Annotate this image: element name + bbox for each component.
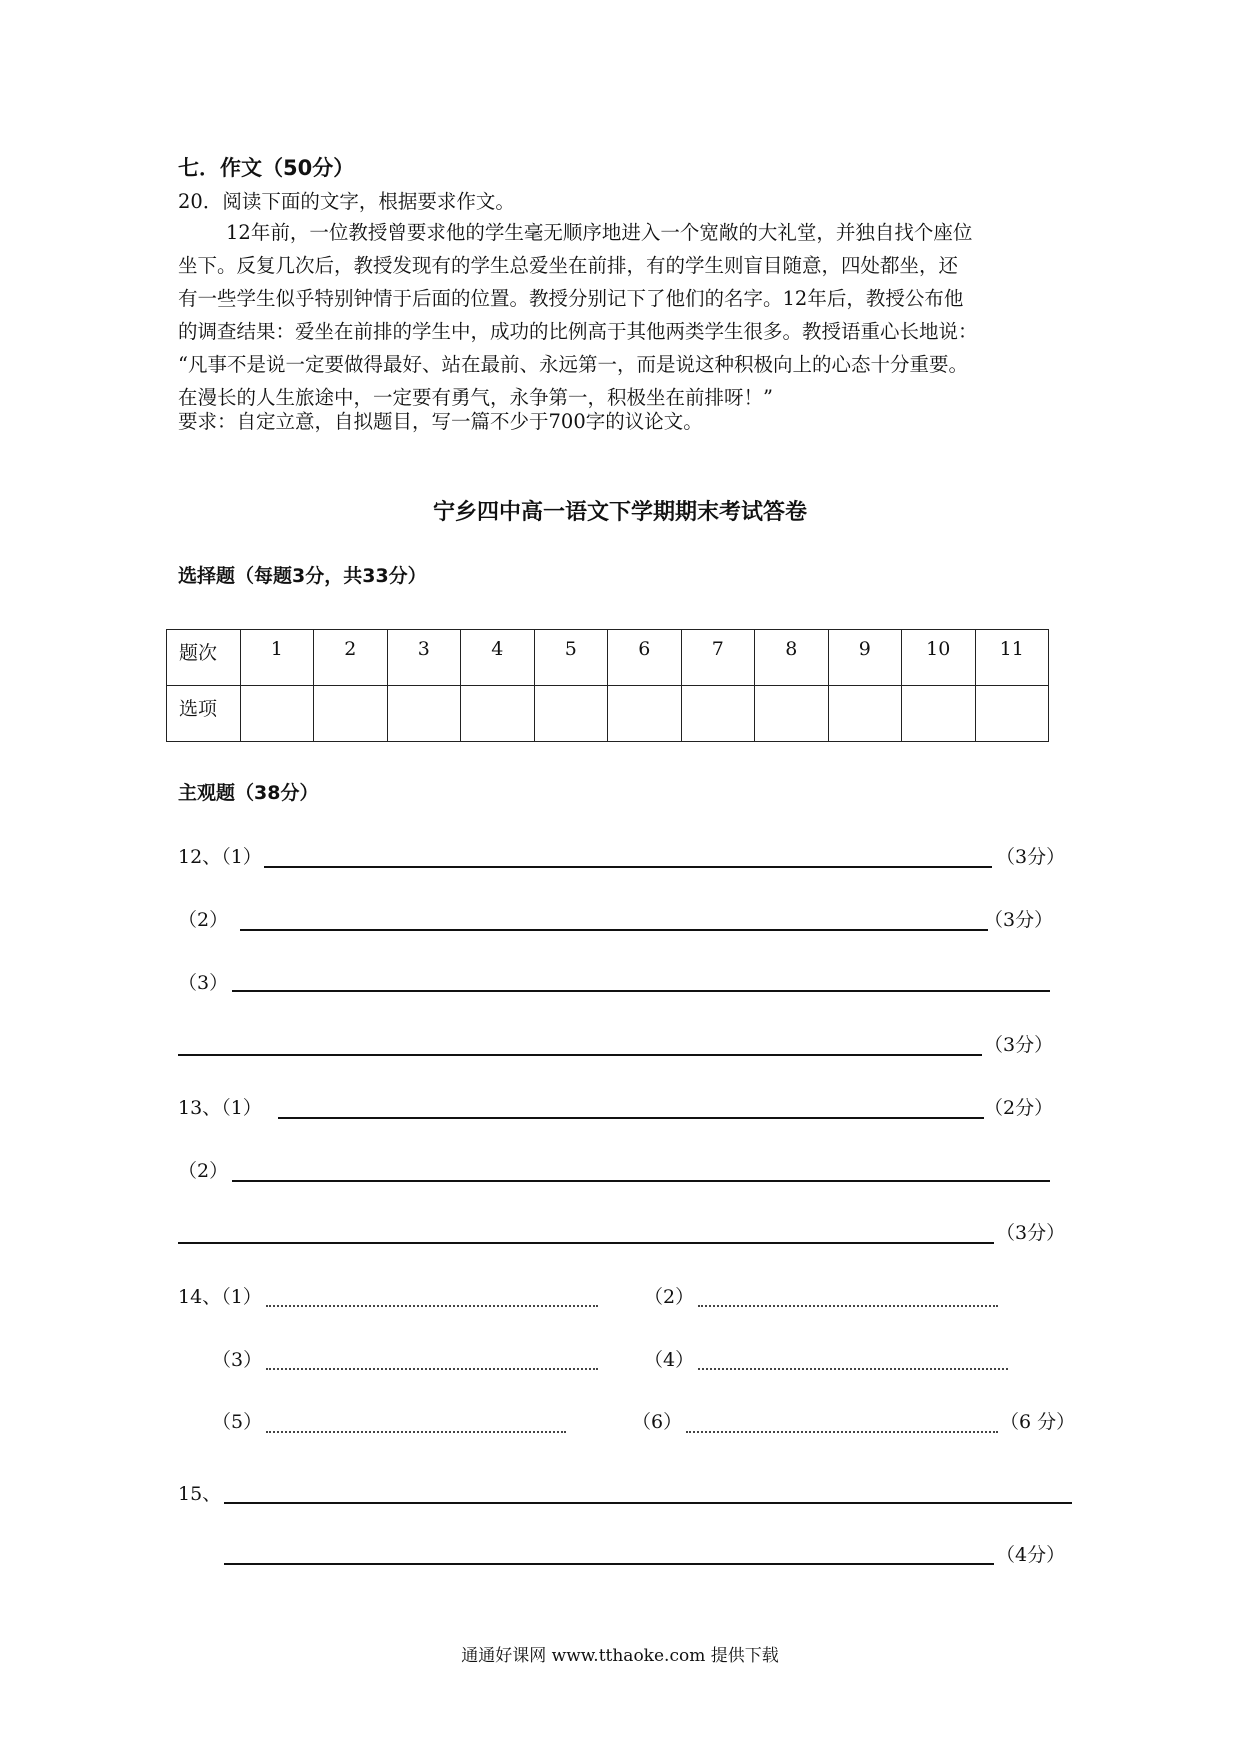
q14-label	[178, 1282, 262, 1309]
q12-part3-answer-line-1[interactable]	[232, 990, 1050, 992]
question-number-cell: 10	[902, 630, 976, 686]
question-number-cell: 8	[755, 630, 829, 686]
q14-part3-label: （3）	[212, 1349, 263, 1371]
question-number-cell: 2	[314, 630, 388, 686]
q13-part2-answer-line-2[interactable]	[178, 1242, 994, 1244]
question-number-cell: 9	[828, 630, 902, 686]
q12-part1-answer-line[interactable]	[264, 866, 992, 868]
q14-part6-answer-line[interactable]	[686, 1431, 998, 1433]
row-label-number: 题次	[167, 630, 241, 686]
q12-part2-answer-line[interactable]	[240, 929, 988, 931]
essay-prompt: 20．阅读下面的文字，根据要求作文。	[178, 190, 515, 213]
q13-part1-label: （1）	[221, 1097, 262, 1119]
q13-part1-answer-line[interactable]	[278, 1117, 984, 1119]
answer-cell[interactable]	[314, 686, 388, 742]
essay-heading: 七．作文（50分）	[178, 156, 355, 180]
question-number-cell: 5	[534, 630, 608, 686]
q13-label	[178, 1093, 262, 1120]
q14-score: （6 分）	[1000, 1411, 1076, 1433]
q13-part2-label: （2）	[178, 1160, 229, 1182]
q12-part1-label: （1）	[221, 846, 262, 868]
passage-line: “凡事不是说一定要做得最好、站在最前、永远第一，而是说这种积极向上的心态十分重要。	[178, 353, 968, 376]
passage-line: 在漫长的人生旅途中，一定要有勇气，永争第一，积极坐在前排呀！”	[178, 386, 773, 409]
essay-passage	[178, 216, 1068, 414]
q14-part3-answer-line[interactable]	[266, 1368, 598, 1370]
choice-answer-table	[166, 629, 1049, 742]
answer-cell[interactable]	[608, 686, 682, 742]
q14-part4-label: （4）	[644, 1349, 695, 1371]
answer-cell[interactable]	[534, 686, 608, 742]
passage-line: 坐下。反复几次后，教授发现有的学生总爱坐在前排，有的学生则盲目随意，四处都坐，还	[178, 254, 959, 277]
q12-label	[178, 842, 262, 869]
q12-part2-score: （3分）	[984, 909, 1054, 931]
q14-part2-answer-line[interactable]	[698, 1305, 998, 1307]
q15-answer-line-2[interactable]	[224, 1563, 994, 1565]
q12-part2-label: （2）	[178, 909, 229, 931]
q15-answer-line-1[interactable]	[224, 1502, 1072, 1504]
q14-part6-label: （6）	[632, 1411, 683, 1433]
answer-cell[interactable]	[755, 686, 829, 742]
q14-part5-label: （5）	[212, 1411, 263, 1433]
q12-part3-score: （3分）	[984, 1034, 1054, 1056]
q12-number: 12、	[178, 846, 222, 868]
essay-requirement: 要求：自定立意，自拟题目，写一篇不少于700字的议论文。	[178, 410, 703, 433]
question-number-cell: 4	[461, 630, 535, 686]
question-number-cell: 3	[387, 630, 461, 686]
page-footer: 通通好课网 www.tthaoke.com 提供下载	[461, 1646, 779, 1666]
passage-line: 有一些学生似乎特别钟情于后面的位置。教授分别记下了他们的名字。12年后，教授公布他	[178, 287, 964, 310]
q13-number: 13、	[178, 1097, 222, 1119]
q14-part5-answer-line[interactable]	[266, 1431, 566, 1433]
question-number-cell: 11	[975, 630, 1049, 686]
row-label-option: 选项	[167, 686, 241, 742]
answer-cell[interactable]	[240, 686, 314, 742]
question-number-cell: 6	[608, 630, 682, 686]
passage-line: 12年前，一位教授曾要求他的学生毫无顺序地进入一个宽敞的大礼堂，并独自找个座位	[226, 221, 973, 244]
passage-line: 的调查结果：爱坐在前排的学生中，成功的比例高于其他两类学生很多。教授语重心长地说：	[178, 320, 978, 343]
question-number-cell: 7	[681, 630, 755, 686]
question-number-cell: 1	[240, 630, 314, 686]
answer-cell[interactable]	[387, 686, 461, 742]
q13-part2-answer-line-1[interactable]	[232, 1180, 1050, 1182]
answer-cell[interactable]	[681, 686, 755, 742]
q13-part2-score: （3分）	[996, 1222, 1066, 1244]
q14-number: 14、	[178, 1286, 222, 1308]
choice-heading: 选择题（每题3分，共33分）	[178, 565, 427, 587]
answer-cell[interactable]	[461, 686, 535, 742]
answer-cell[interactable]	[902, 686, 976, 742]
q14-part2-label: （2）	[644, 1286, 695, 1308]
q12-part3-label: （3）	[178, 972, 229, 994]
q14-part4-answer-line[interactable]	[698, 1368, 1008, 1370]
q12-part3-answer-line-2[interactable]	[178, 1054, 982, 1056]
answer-sheet-title: 宁乡四中高一语文下学期期末考试答卷	[432, 500, 807, 525]
q15-label: 15、	[178, 1483, 222, 1505]
table-row	[167, 686, 1049, 742]
subjective-heading: 主观题（38分）	[178, 782, 319, 804]
answer-cell[interactable]	[975, 686, 1049, 742]
q14-part1-label: （1）	[221, 1286, 262, 1308]
answer-cell[interactable]	[828, 686, 902, 742]
table-row	[167, 630, 1049, 686]
q14-part1-answer-line[interactable]	[266, 1305, 598, 1307]
q12-part1-score: （3分）	[996, 846, 1066, 868]
q13-part1-score: （2分）	[984, 1097, 1054, 1119]
q15-score: （4分）	[996, 1544, 1066, 1566]
